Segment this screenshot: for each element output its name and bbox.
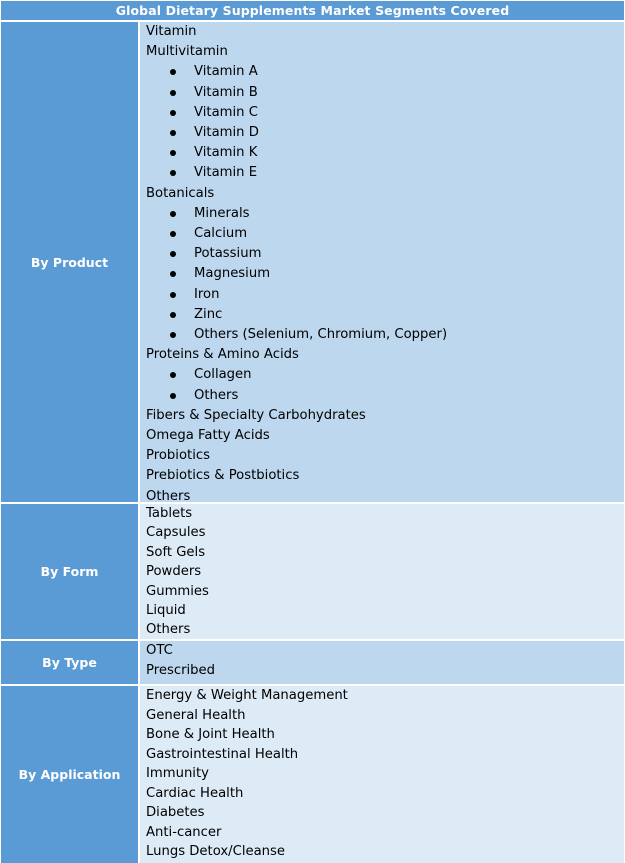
list-item: Probiotics: [146, 448, 210, 464]
bullet-icon: [170, 150, 176, 156]
list-item-text: Others: [194, 387, 239, 403]
bullet-icon: [170, 170, 176, 176]
bulleted-list-item: [140, 204, 620, 224]
bullet-icon: [170, 372, 176, 378]
list-item: Botanicals: [146, 185, 215, 201]
bulleted-list-item: [140, 244, 620, 264]
segment-items-by-application: [140, 686, 624, 863]
list-item: Gastrointestinal Health: [146, 746, 299, 762]
list-item: Diabetes: [146, 805, 205, 820]
list-item-text: Vitamin B: [194, 84, 258, 100]
list-item: Tablets: [146, 506, 193, 521]
list-item: Prescribed: [146, 662, 216, 678]
list-item: Others: [146, 622, 191, 638]
list-item: Capsules: [146, 525, 206, 541]
list-item-text: Potassium: [194, 246, 262, 262]
list-item: Lungs Detox/Cleanse: [146, 844, 286, 859]
list-item: Fibers & Specialty Carbohydrates: [146, 407, 366, 423]
list-item: Prebiotics & Postbiotics: [146, 468, 300, 484]
bullet-icon: [170, 271, 176, 277]
bullet-icon: [170, 130, 176, 136]
bullet-icon: [170, 251, 176, 257]
bulleted-list-item: [140, 163, 620, 183]
list-item-text: Vitamin A: [194, 64, 258, 80]
list-item: Powders: [146, 564, 202, 580]
list-item-text: Vitamin D: [194, 125, 259, 140]
list-item: Bone & Joint Health: [146, 727, 275, 742]
bullet-icon: [170, 393, 176, 399]
bullet-icon: [170, 231, 176, 237]
segment-label-by-product: By Product: [1, 22, 138, 502]
list-item-text: Vitamin E: [194, 165, 258, 181]
bulleted-list-item: [140, 325, 620, 345]
list-item-text: Zinc: [194, 306, 223, 322]
table-title: Global Dietary Supplements Market Segments Covered: [1, 1, 624, 20]
bullet-icon: [170, 110, 176, 116]
list-item: Cardiac Health: [146, 785, 244, 801]
bulleted-list-item: [140, 103, 620, 123]
list-item-text: Collagen: [194, 367, 252, 383]
bullet-icon: [170, 332, 176, 338]
list-item-text: Magnesium: [194, 266, 271, 282]
bulleted-list-item: [140, 143, 620, 163]
list-item: Proteins & Amino Acids: [146, 347, 299, 363]
bulleted-list-item: [140, 123, 620, 143]
segment-items-by-type: [140, 641, 624, 684]
list-item: General Health: [146, 707, 246, 723]
list-item: Others: [146, 488, 191, 504]
bulleted-list-item: [140, 365, 620, 385]
list-item-text: Others (Selenium, Chromium, Copper): [194, 327, 448, 342]
bulleted-list-item: [140, 83, 620, 103]
list-item: Soft Gels: [146, 544, 206, 560]
list-item-text: Vitamin C: [194, 104, 258, 120]
bulleted-list-item: [140, 305, 620, 325]
list-item: Liquid: [146, 603, 186, 618]
bullet-icon: [170, 211, 176, 217]
bullet-icon: [170, 312, 176, 318]
segment-label-by-application: By Application: [1, 686, 138, 863]
list-item-text: Minerals: [194, 205, 250, 221]
list-item: OTC: [146, 643, 173, 658]
bulleted-list-item: [140, 264, 620, 284]
list-item: Multivitamin: [146, 44, 228, 60]
bulleted-list-item: [140, 62, 620, 82]
bulleted-list-item: [140, 285, 620, 305]
list-item: Energy & Weight Management: [146, 688, 348, 703]
segment-label-by-type: By Type: [1, 641, 138, 684]
list-item-text: Calcium: [194, 226, 248, 241]
bullet-icon: [170, 292, 176, 298]
list-item: Immunity: [146, 766, 209, 781]
list-item: Vitamin: [146, 24, 197, 39]
list-item-text: Vitamin K: [194, 145, 258, 161]
segment-label-by-form: By Form: [1, 504, 138, 639]
bullet-icon: [170, 69, 176, 75]
list-item: Gummies: [146, 583, 209, 599]
list-item: Anti-cancer: [146, 824, 222, 840]
bulleted-list-item: [140, 224, 620, 244]
bulleted-list-item: [140, 386, 620, 406]
segment-items-by-product: [140, 22, 624, 502]
bullet-icon: [170, 90, 176, 96]
segment-items-by-form: [140, 504, 624, 639]
list-item: Omega Fatty Acids: [146, 428, 270, 443]
list-item-text: Iron: [194, 286, 220, 302]
